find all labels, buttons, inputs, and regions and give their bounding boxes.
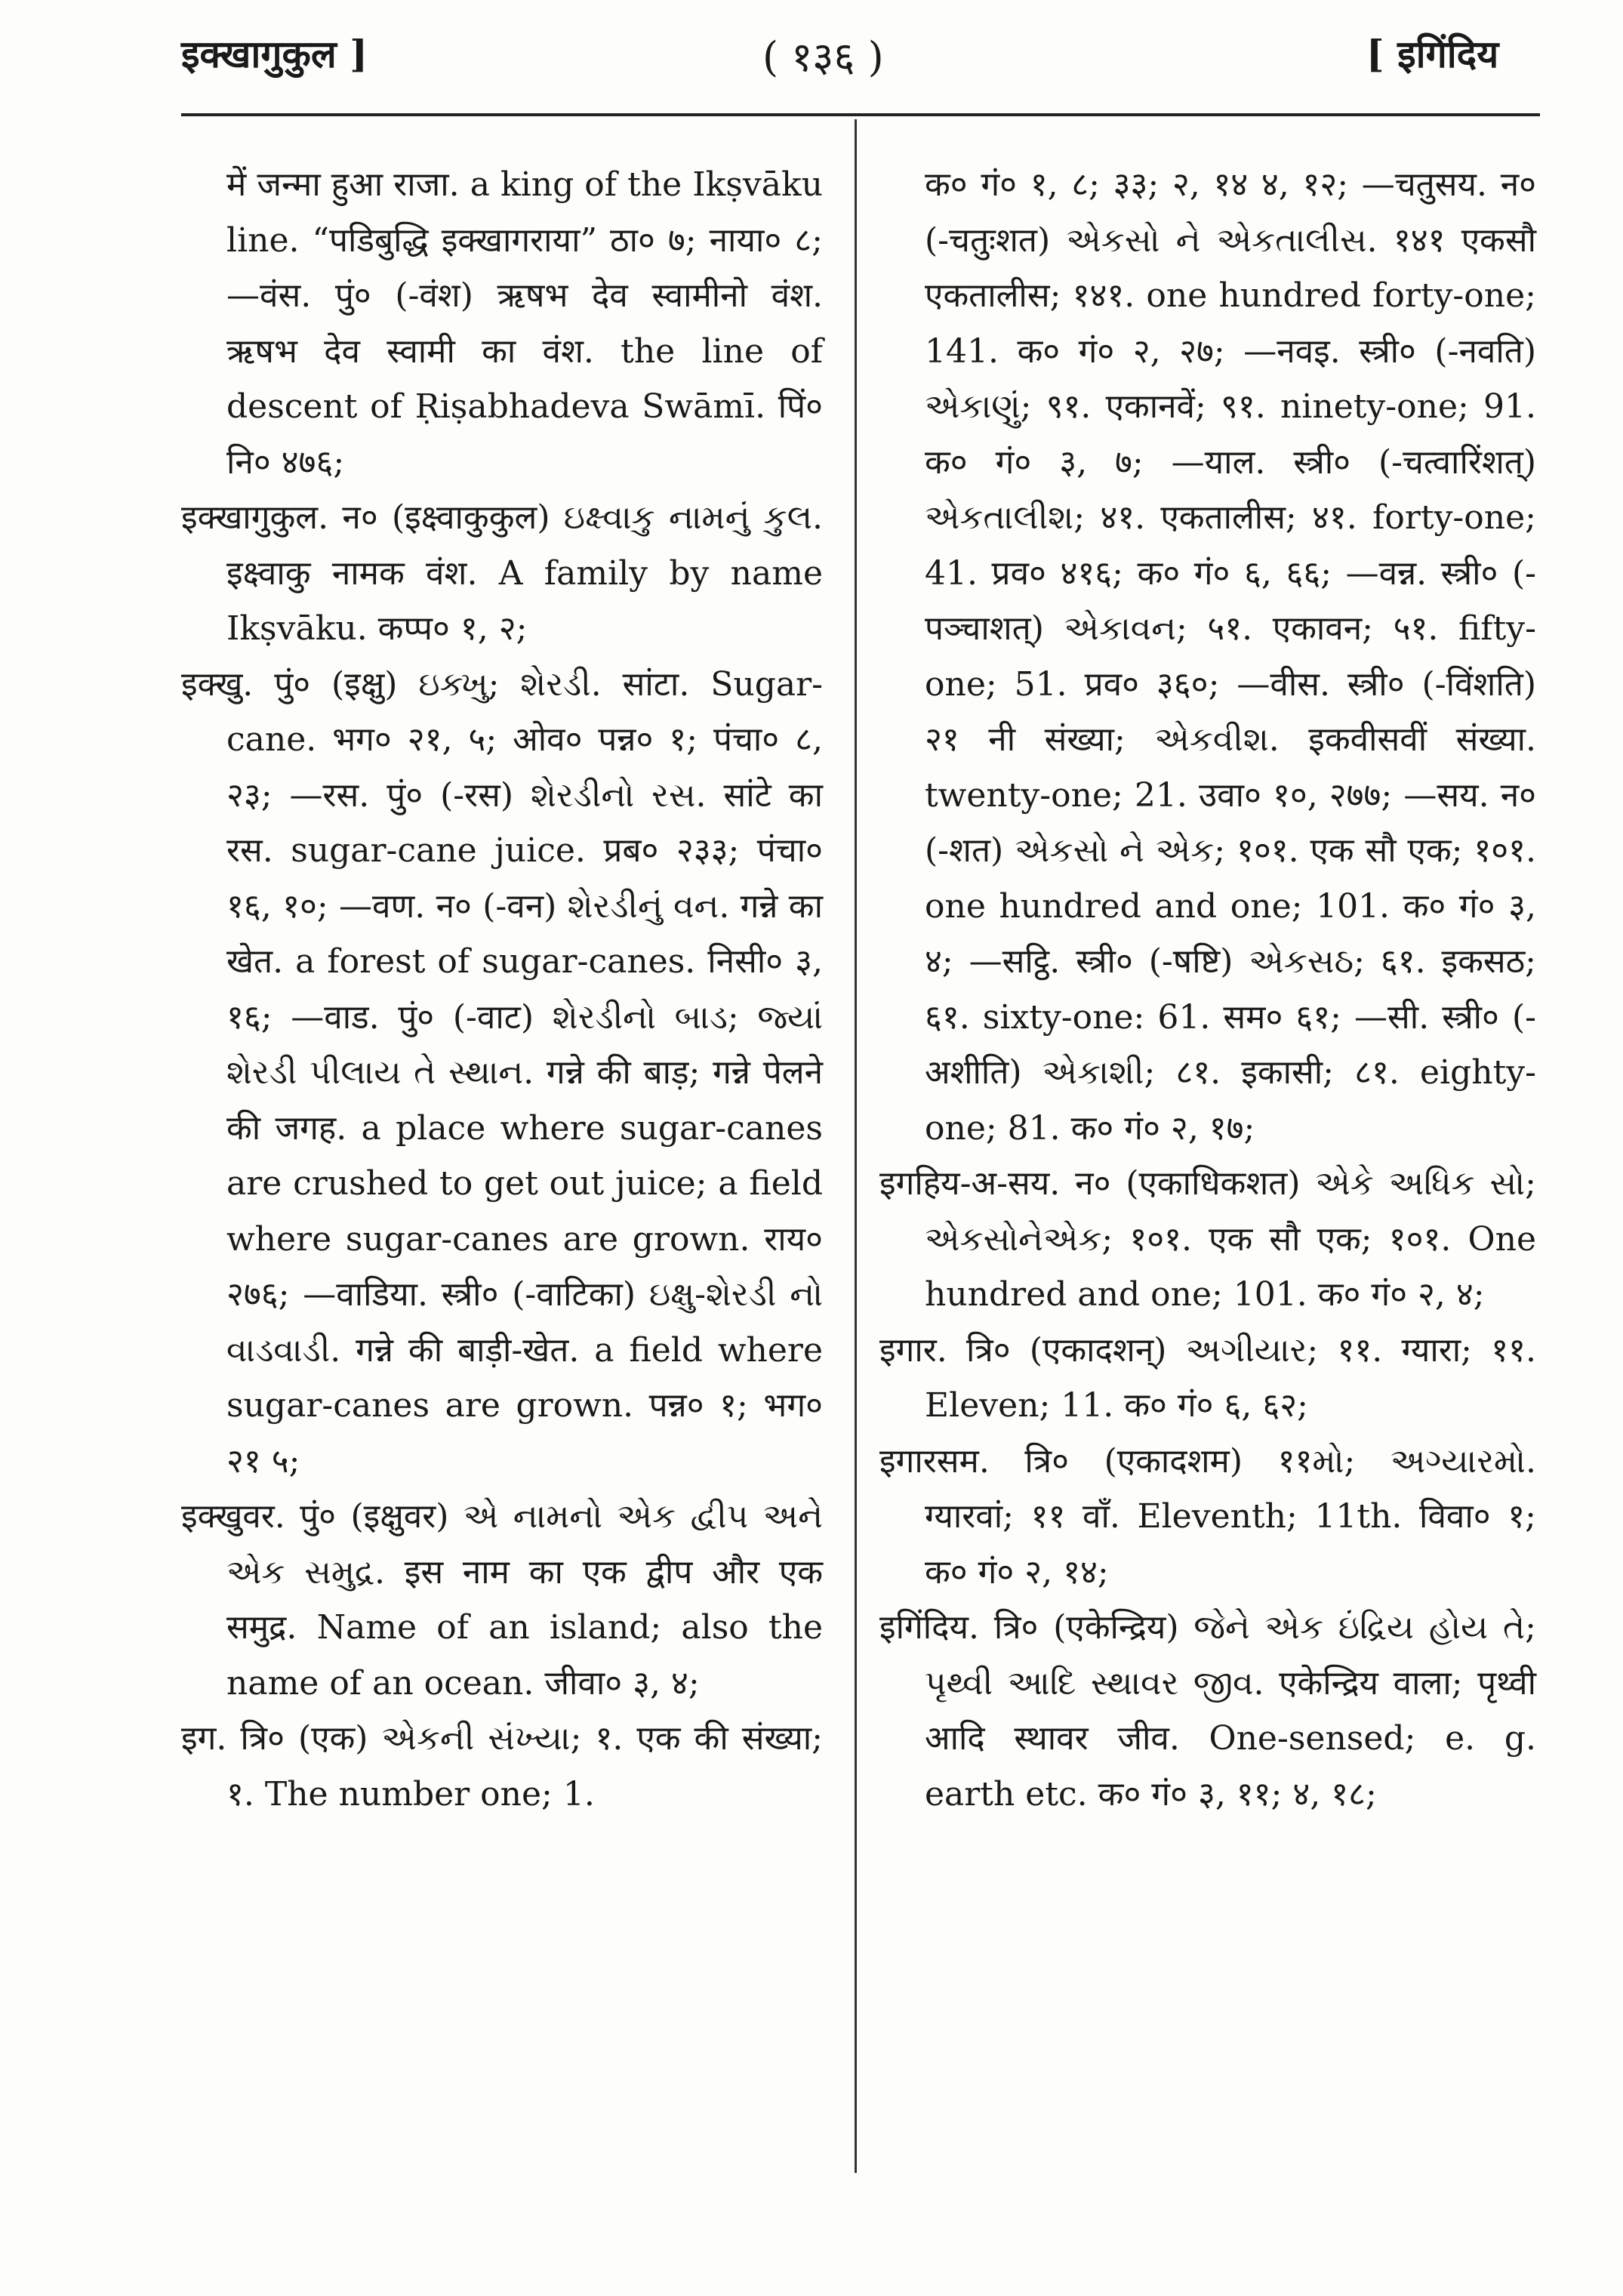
entry-iga: इग. त्रि० (एक) એકની સંખ્યા; १. एक की संख्या; १. The number one; 1. [181, 1719, 823, 1814]
entry-ikkhu: इक्खु. पुं० (इक्षु) ઇક્ખુ; શેરડી. सांटा. Sugar-cane. भग० २१, ५; ओव० पन्न० १; पंचा० ८, २३; —रस. पुं० (-रस) શેરડીનો રસ. सांटे का रस. sugar-cane juice. प्रब० २३३; पंचा० १६, १०; —वण. न० (-वन) શેરડીનું વન. गन्ने का खेत. a forest of sugar-canes. निसी० ३, १६; —वाड. पुं० (-वाट) શેરડીનો બાડ; જ્યાં શેરડી પીલાય તે સ્થાન. गन्ने की बाड़; गन्ने पेलने की जगह. a place where sugar-canes are crushed to get out juice; a field where sugar-canes are grown. राय० २७६; —वाडिया. स्त्री० (-वाटिका) ઇક્ષુ-શેરડી નો વાડવાડી. गन्ने की बाड़ी-खेत. a field where sugar-canes are grown. पन्न० १; भग० २१ ५; [181, 664, 823, 1481]
page-header [0, 21, 1623, 89]
column-divider [855, 119, 857, 2173]
left-column [181, 157, 823, 1822]
entry-ikkhagukula: इक्खागुकुल. न० (इक्ष्वाकुकुल) ઇક્ષ્વાકુ નામનું કુલ. इक्ष्वाकु नामक वंश. A family by name Ikṣvāku. कप्प० १, २; [181, 498, 823, 648]
header-right-guide-word: [ इगिंदिय [1366, 32, 1499, 76]
entry-igahiya: इगहिय-अ-सय. न० (एकाधिकशत) એકે અધિક સો; એકસોનેએક; १०१. एक सौ एक; १०१. One hundred and one; 101. क० गं० २, ४; [879, 1164, 1536, 1314]
entry-continuation: में जन्मा हुआ राजा. a king of the Ikṣvāku line. “पडिबुद्धि इक्खागराया” ठा० ७; नाया० ८; —वंस. पुं० (-वंश) ऋषभ देव स्वामीनो वंश. ऋषभ देव स्वामी का वंश. the line of descent of Ṛiṣabhadeva Swāmī. पिं० नि० ४७६; [226, 165, 823, 482]
header-rule [181, 113, 1540, 116]
entry-igara: इगार. त्रि० (एकादशन्) અગીયાર; ११. ग्यारा; ११. Eleven; 11. क० गं० ६, ६२; [879, 1330, 1536, 1425]
entry-ikkhuvara: इक्खुवर. पुं० (इक्षुवर) એ નામનો એક દ્વીપ અને એક સમુદ્ર. इस नाम का एक द्वीप और एक समुद्र. Name of an island; also the name of an ocean. जीवा० ३, ४; [181, 1497, 823, 1703]
entry-igindiya: इगिंदिय. त्रि० (एकेन्द्रिय) જેને એક ઇંદ્રિય હોય તે; પૃથ્વી આદિ સ્થાવર જીવ. एकेन्द्रिय वाला; पृथ्वी आदि स्थावर जीव. One-sensed; e. g. earth etc. क० गं० ३, ११; ४, १८; [879, 1608, 1536, 1814]
entry-continuation: क० गं० १, ८; ३३; २, १४ ४, १२; —चतुसय. न० (-चतुःशत) એકસો ને એકતાલીસ. १४१ एकसौ एकतालीस; १४१. one hundred forty-one; 141. क० गं० २, २७; —नवइ. स्त्री० (-नवति) એકાણું; ९१. एकानवें; ९१. ninety-one; 91. क० गं० ३, ७; —याल. स्त्री० (-चत्वारिंशत्) એકતાલીશ; ४१. एकतालीस; ४१. forty-one; 41. प्रव० ४१६; क० गं० ६, ६६; —वन्न. स्त्री० (-पञ्चाशत्) એકાવન; ५१. एकावन; ५१. fifty-one; 51. प्रव० ३६०; —वीस. स्त्री० (-विंशति) २१ नी संख्या; એકવીશ. इकवीसवीं संख्या. twenty-one; 21. उवा० १०, २७७; —सय. न० (-शत) એકસો ને એક; १०१. एक सौ एक; १०१. one hundred and one; 101. क० गं० ३, ४; —सट्ठि. स्त्री० (-षष्टि) એકસઠ; ६१. इकसठ; ६१. sixty-one: 61. सम० ६१; —सी. स्त्री० (-अशीति) એકાશી; ८१. इकासी; ८१. eighty-one; 81. क० गं० २, १७; [925, 165, 1536, 1148]
entry-igarasama: इगारसम. त्रि० (एकादशम) ११મો; અગ્યારમો. ग्यारवां; ११ वाँ. Eleventh; 11th. विवा० १; क० गं० २, १४; [879, 1441, 1536, 1592]
right-column [879, 157, 1536, 1822]
page-number: ( १३६ ) [762, 33, 884, 81]
header-left-guide-word: इक्खागुकुल ] [181, 32, 368, 76]
